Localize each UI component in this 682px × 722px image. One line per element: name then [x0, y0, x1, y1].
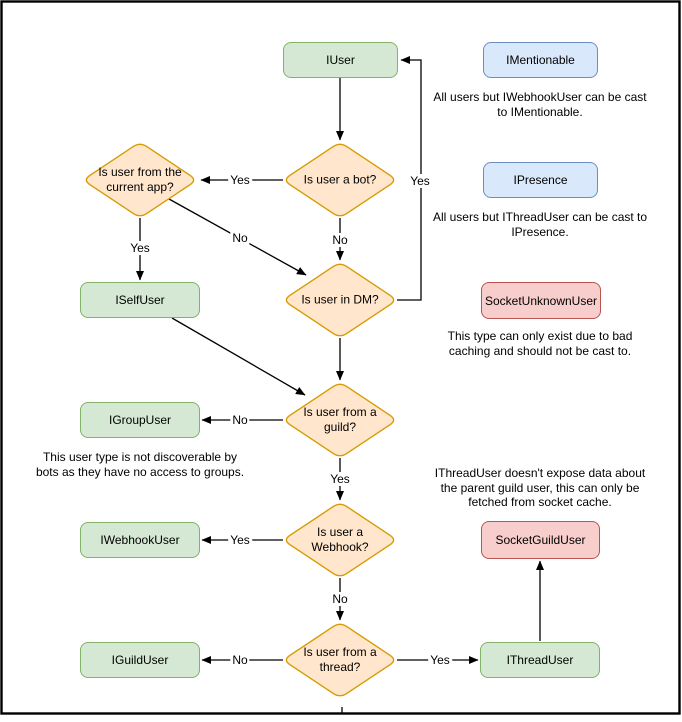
node-socket-guild-user: SocketGuildUser: [481, 521, 600, 559]
node-iuser: IUser: [283, 42, 398, 78]
note-ithread-user: IThreadUser doesn't expose data about the parent guild user, this can only be fetched from socket cache.: [434, 466, 646, 509]
node-imentionable: IMentionable: [483, 42, 598, 78]
edge-label-isguild-yes: Yes: [330, 472, 350, 486]
note-imentionable: All users but IWebhookUser can be cast to IMentionable.: [433, 90, 647, 119]
decision-is-guild-label: Is user from a guild?: [303, 405, 377, 434]
decision-is-current-app-label: Is user from the current app?: [98, 165, 182, 194]
edge-label-isthread-no: No: [232, 653, 248, 667]
edge-label-iscurrentapp-no: No: [232, 231, 248, 245]
decision-is-webhook-label: Is user a Webhook?: [311, 525, 369, 554]
node-iself-user: ISelfUser: [80, 282, 200, 318]
note-socket-unknown-user: This type can only exist due to bad caching and should not be cast to.: [447, 329, 633, 358]
node-ipresence: IPresence: [483, 162, 598, 198]
node-ithread-user: IThreadUser: [480, 642, 600, 678]
node-igroup-user: IGroupUser: [80, 402, 200, 438]
edge-label-isbot-no: No: [332, 233, 348, 247]
note-ipresence: All users but IThreadUser can be cast to IPresence.: [432, 210, 648, 239]
edge-label-iswebhook-yes: Yes: [230, 533, 250, 547]
edge-label-isguild-no: No: [232, 413, 248, 427]
note-igroup-user: This user type is not discoverable by bots as they have no access to groups.: [35, 450, 245, 479]
node-socket-unknown-user: SocketUnknownUser: [481, 282, 601, 319]
edge-label-iscurrentapp-yes: Yes: [130, 241, 150, 255]
decision-is-bot-label: Is user a bot?: [303, 172, 377, 187]
decision-is-thread-label: Is user from a thread?: [303, 645, 377, 674]
edge-iselfuser-to-isguild: [172, 318, 305, 395]
edge-label-isthread-yes: Yes: [430, 653, 450, 667]
edge-label-isbot-yes: Yes: [230, 173, 250, 187]
edge-label-isdm-yes: Yes: [410, 174, 430, 188]
decision-is-dm-label: Is user in DM?: [301, 292, 379, 307]
node-iwebhook-user: IWebhookUser: [80, 522, 200, 558]
edge-label-iswebhook-no: No: [332, 592, 348, 606]
node-iguild-user: IGuildUser: [80, 642, 200, 678]
